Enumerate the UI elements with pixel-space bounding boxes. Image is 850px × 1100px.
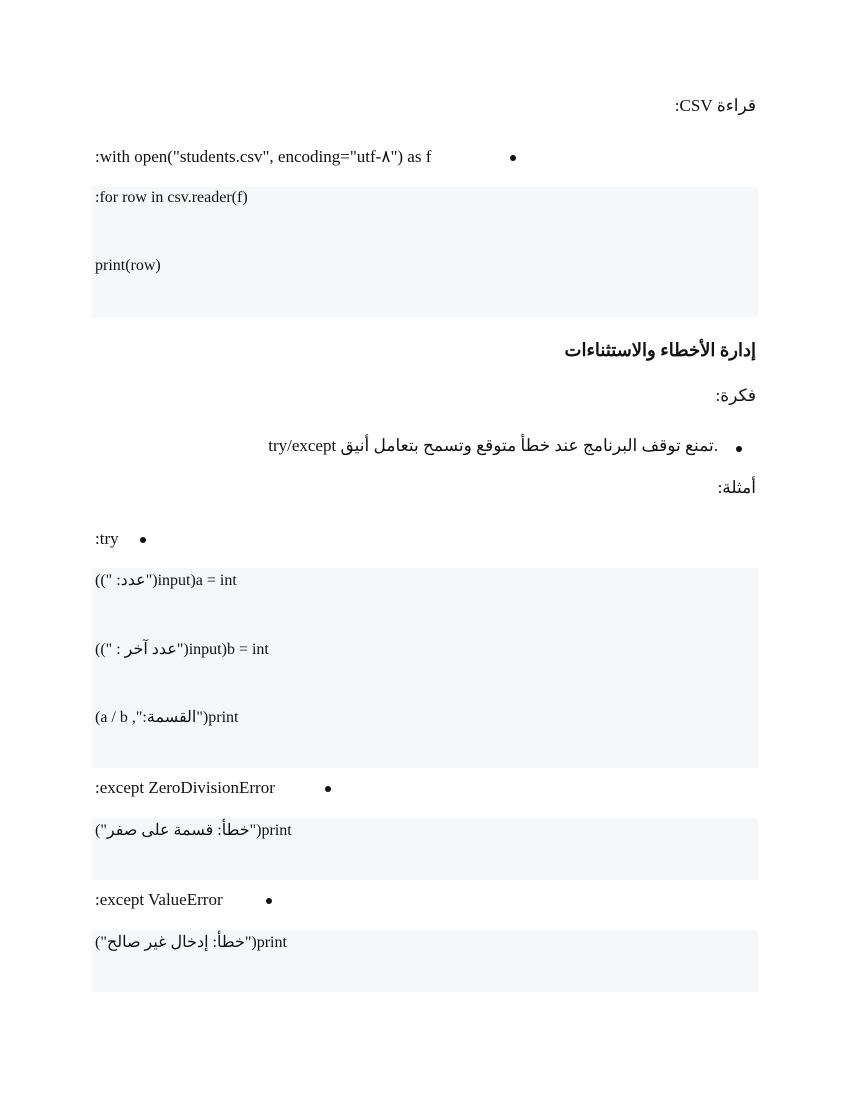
idea-label: فكرة:: [715, 386, 756, 405]
bullet-icon: [325, 786, 331, 792]
errors-heading: إدارة الأخطاء والاستثناءات: [564, 340, 756, 360]
except-value-label: :except ValueError: [95, 890, 223, 909]
examples-label: أمثلة:: [717, 478, 756, 497]
except-zero-label: :except ZeroDivisionError: [95, 778, 275, 797]
code-line-for: :for row in csv.reader(f): [95, 189, 248, 206]
bullet-icon: [140, 537, 146, 543]
csv-reading-label: قراءة CSV:: [674, 96, 756, 115]
with-open-line: :with open("students.csv", encoding="utf-٨") as f: [95, 147, 432, 166]
code-line-print-row: print(row): [95, 257, 161, 274]
code-block-try: [92, 568, 758, 768]
code-line-a: ((" :عدد")input)a = int: [95, 572, 237, 589]
code-line-print-division: (a / b ,":القسمة")print: [95, 709, 239, 726]
code-line-value-print: ("خطأ: إدخال غير صالح")print: [95, 934, 287, 951]
code-line-zero-print: ("خطأ: قسمة على صفر")print: [95, 822, 292, 839]
code-line-b: ((" : عدد آخر")input)b = int: [95, 641, 269, 658]
idea-bullet-text: try/except تمنع توقف البرنامج عند خطأ متوقع وتسمح بتعامل أنيق.: [268, 436, 718, 455]
bullet-icon: [266, 898, 272, 904]
bullet-icon: [736, 446, 742, 452]
bullet-icon: [510, 155, 516, 161]
try-label: :try: [95, 529, 119, 548]
